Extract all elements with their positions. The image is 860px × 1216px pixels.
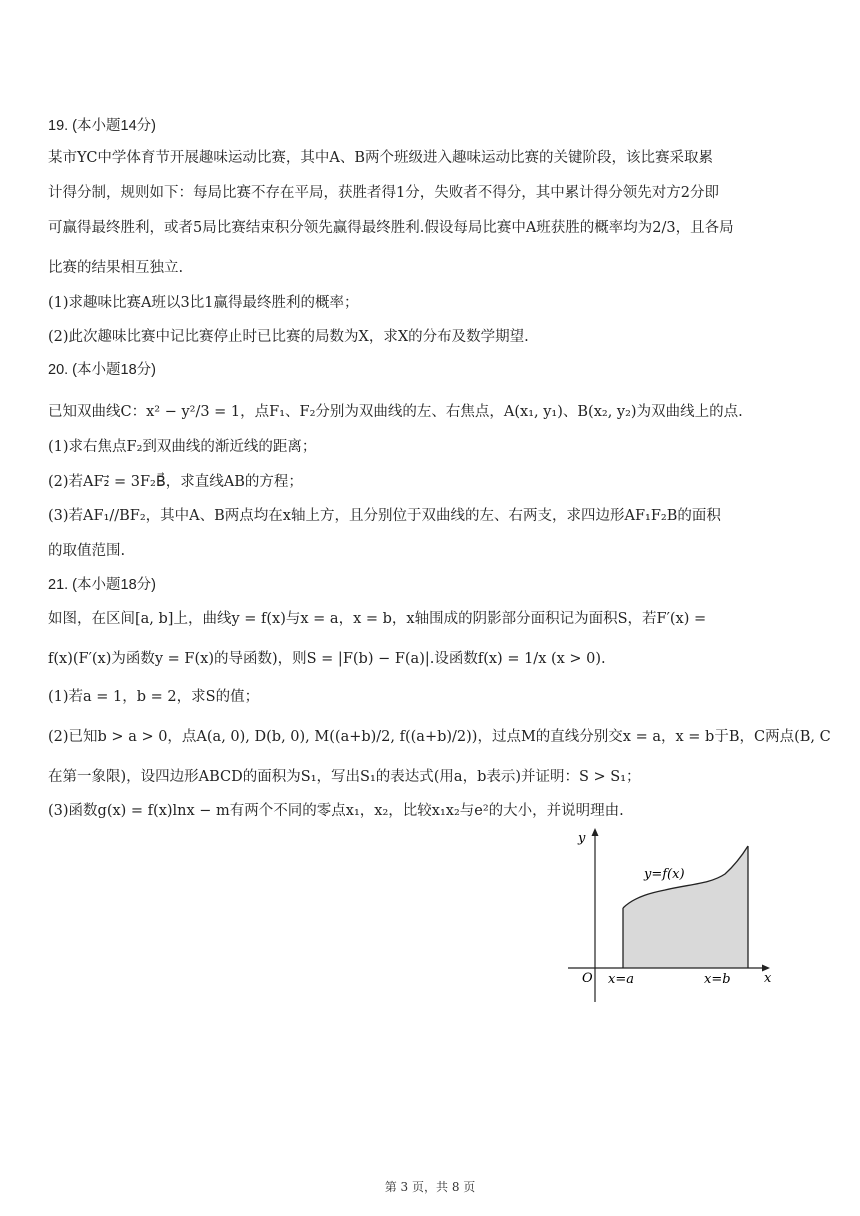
y-axis-arrow [592,828,599,836]
q19-line-4: 比赛的结果相互独立. [48,260,184,276]
page-number: 第 3 页，共 8 页 [384,1180,476,1194]
a-label: x=a [608,972,634,987]
figure-svg [560,822,780,1007]
q21-stem-2: f(x)(F′(x)为函数y = F(x)的导函数)，则S = |F(b) − F(a)|.设函数f(x) = 1/x (x > 0). [48,651,606,667]
origin-label: O [582,971,593,986]
q20-header: 20. (本小题18分) [48,362,156,378]
q21-header: 21. (本小题18分) [48,577,156,593]
q21-stem-1: 如图，在区间[a, b]上，曲线y = f(x)与x = a，x = b，x轴围成的阴影部分面积记为面积S，若F′(x) = [48,611,707,627]
q21-part-3: (3)函数g(x) = f(x)lnx − m有两个不同的零点x₁，x₂，比较x₁x₂与e²的大小，并说明理由. [48,803,624,819]
q20-part-3-cont: 的取值范围. [48,543,126,559]
shaded-region [623,846,748,968]
q19-line-1: 某市YC中学体育节开展趣味运动比赛，其中A、B两个班级进入趣味运动比赛的关键阶段，该比赛采取累 [48,150,714,166]
y-axis-label: y [578,831,586,846]
q21-part-2: (2)已知b > a > 0，点A(a, 0), D(b, 0), M((a+b)/2, f((a+b)/2))，过点M的直线分别交x = a，x = b于B，C两点(B, C [48,729,831,745]
q21-part-2-cont: 在第一象限)，设四边形ABCD的面积为S₁，写出S₁的表达式(用a，b表示)并证明：S > S₁； [48,769,641,785]
q19-line-2: 计得分制，规则如下：每局比赛不存在平局，获胜者得1分，失败者不得分，其中累计得分领先对方2分即 [48,185,719,201]
q21-part-1: (1)若a = 1，b = 2，求S的值； [48,689,260,705]
x-axis-label: x [764,971,772,986]
q19-part-2: (2)此次趣味比赛中记比赛停止时已比赛的局数为X，求X的分布及数学期望. [48,329,529,345]
q20-part-3: (3)若AF₁//BF₂，其中A、B两点均在x轴上方，且分别位于双曲线的左、右两支，求四边形AF₁F₂B的面积 [48,508,721,524]
curve-label: y=f(x) [644,867,685,882]
q20-part-1: (1)求右焦点F₂到双曲线的渐近线的距离； [48,439,317,455]
q20-part-2: (2)若AF₂⃗ = 3F₂B⃗，求直线AB的方程； [48,474,303,490]
b-label: x=b [704,972,731,987]
q19-line-3: 可赢得最终胜利，或者5局比赛结束积分领先赢得最终胜利.假设每局比赛中A班获胜的概率均为2/3，且各局 [48,220,734,236]
q19-part-1: (1)求趣味比赛A班以3比1赢得最终胜利的概率； [48,295,359,311]
q19-header: 19. (本小题14分) [48,118,156,134]
q20-stem: 已知双曲线C：x² − y²/3 = 1，点F₁、F₂分别为双曲线的左、右焦点，A(x₁, y₁)、B(x₂, y₂)为双曲线上的点. [48,404,743,420]
area-under-curve-figure [560,822,780,1007]
